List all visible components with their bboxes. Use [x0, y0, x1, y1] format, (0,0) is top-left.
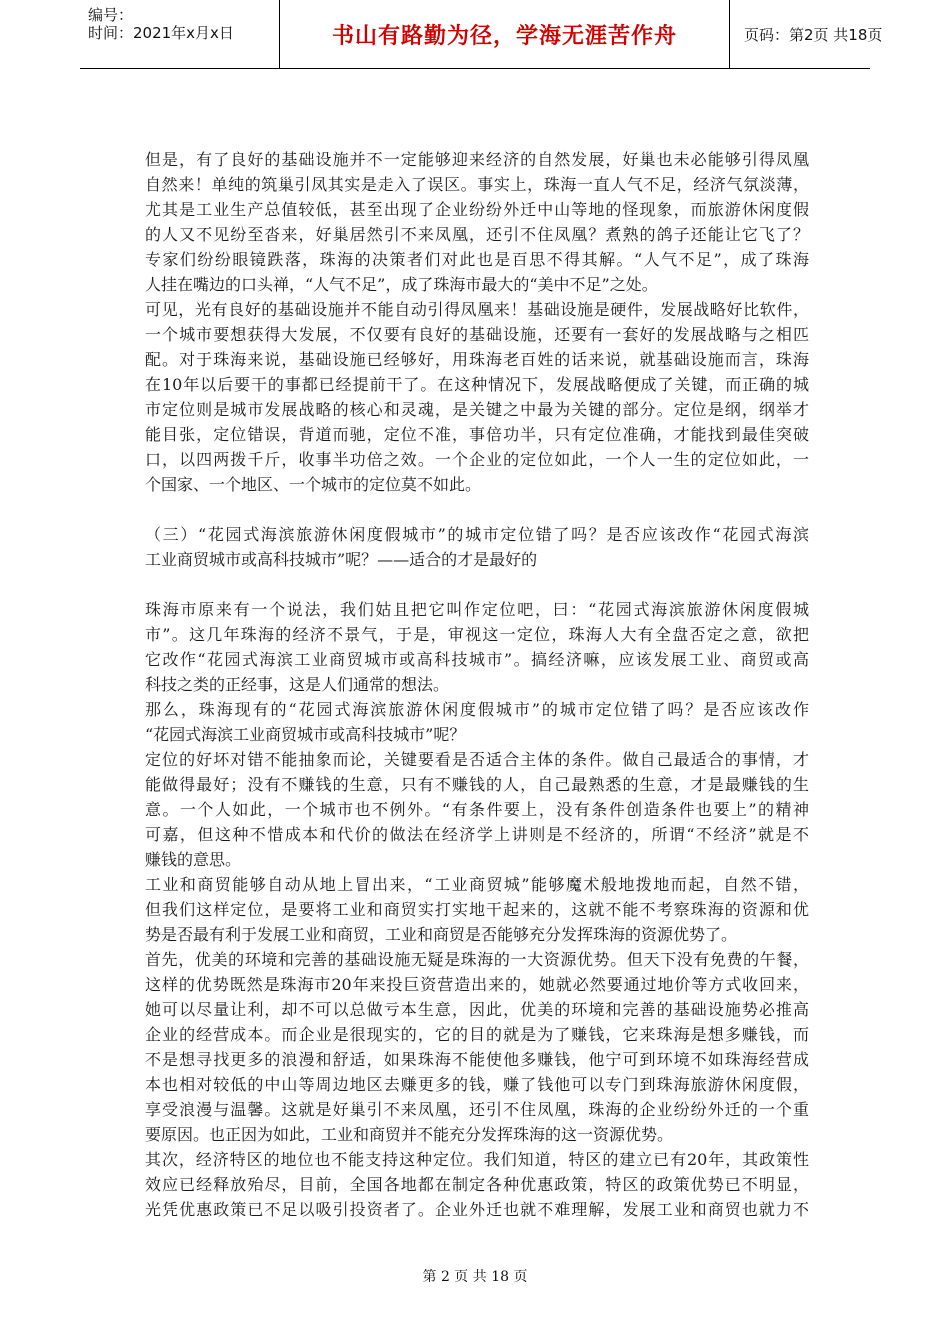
body-line: 首先，优美的环境和完善的基础设施无疑是珠海的一大资源优势。但天下没有免费的午餐，	[145, 950, 809, 969]
header-meta-cell	[80, 0, 280, 68]
body-line: 她可以尽量让利，却不可以总做亏本生意，因此，优美的环境和完善的基础设施势必推高	[145, 1000, 809, 1019]
body-line: 口，以四两拨千斤，收事半功倍之效。一个企业的定位如此，一个人一生的定位如此，一	[145, 450, 809, 469]
body-line: 那么，珠海现有的“花园式海滨旅游休闲度假城市”的城市定位错了吗？是否应该改作	[145, 700, 809, 719]
body-line: 科技之类的正经事，这是人们通常的想法。	[145, 675, 450, 694]
page-header	[80, 0, 883, 69]
body-line: 本也相对较低的中山等周边地区去赚更多的钱，赚了钱他可以专门到珠海旅游休闲度假，	[145, 1075, 809, 1094]
body-line: 但是，有了良好的基础设施并不一定能够迎来经济的自然发展，好巢也未必能够引得凤凰	[145, 150, 809, 169]
body-line: 要原因。也正因为如此，工业和商贸并不能充分发挥珠海的这一资源优势。	[145, 1125, 674, 1144]
body-line: 赚钱的意思。	[145, 850, 242, 869]
body-line: 的人又不见纷至沓来，好巢居然引不来凤凰，还引不住凤凰？煮熟的鸽子还能让它飞了？	[145, 225, 809, 244]
body-line: 意。一个人如此，一个城市也不例外。“有条件要上，没有条件创造条件也要上”的精神	[145, 800, 809, 819]
body-line: 专家们纷纷眼镜跌落，珠海的决策者们对此也是百思不得其解。“人气不足”，成了珠海	[145, 250, 809, 269]
section-heading-line: （三）“花园式海滨旅游休闲度假城市”的城市定位错了吗？是否应该改作“花园式海滨	[145, 525, 809, 544]
body-line: 这样的优势既然是珠海市20年来投巨资营造出来的，她就必然要通过地价等方式收回来，	[145, 975, 809, 994]
section-heading-line: 工业商贸城市或高科技城市”呢？——适合的才是最好的	[145, 550, 538, 569]
body-line: 工业和商贸能够自动从地上冒出来，“工业商贸城”能够魔术般地拨地而起，自然不错，	[145, 875, 809, 894]
header-page-info: 页码：第2页 共18页	[744, 25, 883, 44]
body-line: 在10年以后要干的事都已经提前干了。在这种情况下，发展战略便成了关键，而正确的城	[145, 375, 809, 394]
body-line: 一个城市要想获得大发展，不仅要有良好的基础设施，还要有一套好的发展战略与之相匹	[145, 325, 809, 344]
body-line: 市”。这几年珠海的经济不景气，于是，审视这一定位，珠海人大有全盘否定之意，欲把	[145, 625, 809, 644]
body-line: 珠海市原来有一个说法，我们姑且把它叫作定位吧，曰：“花园式海滨旅游休闲度假城	[145, 600, 809, 619]
body-line: 配。对于珠海来说，基础设施已经够好，用珠海老百姓的话来说，就基础设施而言，珠海	[145, 350, 809, 369]
body-line: 效应已经释放殆尽，目前，全国各地都在制定各种优惠政策，特区的政策优势已不明显，	[145, 1175, 809, 1194]
body-line: 人挂在嘴边的口头禅，“人气不足”，成了珠海市最大的“美中不足”之处。	[145, 275, 658, 294]
body-line: 定位的好坏对错不能抽象而论，关键要看是否适合主体的条件。做自己最适合的事情，才	[145, 750, 809, 769]
body-line: 光凭优惠政策已不足以吸引投资者了。企业外迁也就不难理解，发展工业和商贸也就力不	[145, 1200, 809, 1219]
body-line: 能目张，定位错误，背道而驰，定位不准，事倍功半，只有定位准确，才能找到最佳突破	[145, 425, 809, 444]
body-line: 其次，经济特区的地位也不能支持这种定位。我们知道，特区的建立已有20年，其政策性	[145, 1150, 809, 1169]
header-page-cell	[730, 0, 883, 68]
body-line: 市定位则是城市发展战略的核心和灵魂，是关键之中最为关键的部分。定位是纲，纲举才	[145, 400, 809, 419]
body-line: 势是否最有利于发展工业和商贸，工业和商贸是否能够充分发挥珠海的资源优势了。	[145, 925, 738, 944]
body-line: 可见，光有良好的基础设施并不能自动引得凤凰来！基础设施是硬件，发展战略好比软件，	[145, 300, 809, 319]
header-motto: 书山有路勤为径，学海无涯苦作舟	[331, 23, 677, 49]
header-motto-cell	[280, 0, 730, 68]
document-time-label: 时间：2021年x月x日	[88, 24, 234, 42]
body-line: 不是想寻找更多的浪漫和舒适，如果珠海不能使他多赚钱，他宁可到环境不如珠海经营成	[145, 1050, 809, 1069]
body-line: 企业的经营成本。而企业是很现实的，它的目的就是为了赚钱，它来珠海是想多赚钱，而	[145, 1025, 809, 1044]
body-line: 尤其是工业生产总值较低，甚至出现了企业纷纷外迁中山等地的怪现象，而旅游休闲度假	[145, 200, 809, 219]
body-line: 享受浪漫与温馨。这就是好巢引不来凤凰，还引不住凤凰，珠海的企业纷纷外迁的一个重	[145, 1100, 809, 1119]
document-number-label: 编号：	[88, 6, 134, 24]
body-line: 能做得最好；没有不赚钱的生意，只有不赚钱的人，自己最熟悉的生意，才是最赚钱的生	[145, 775, 809, 794]
body-line: “花园式海滨工业商贸城市或高科技城市”呢？	[145, 725, 466, 744]
body-line: 它改作“花园式海滨工业商贸城市或高科技城市”。搞经济嘛，应该发展工业、商贸或高	[145, 650, 809, 669]
body-line: 个国家、一个地区、一个城市的定位莫不如此。	[145, 475, 482, 494]
page-footer: 第 2 页 共 18 页	[422, 1269, 528, 1285]
body-line: 可嘉，但这种不惜成本和代价的做法在经济学上讲则是不经济的，所谓“不经济”就是不	[145, 825, 809, 844]
body-line: 但我们这样定位，是要将工业和商贸实打实地干起来的，这就不能不考察珠海的资源和优	[145, 900, 809, 919]
body-line: 自然来！单纯的筑巢引凤其实是走入了误区。事实上，珠海一直人气不足，经济气氛淡薄，	[145, 175, 809, 194]
